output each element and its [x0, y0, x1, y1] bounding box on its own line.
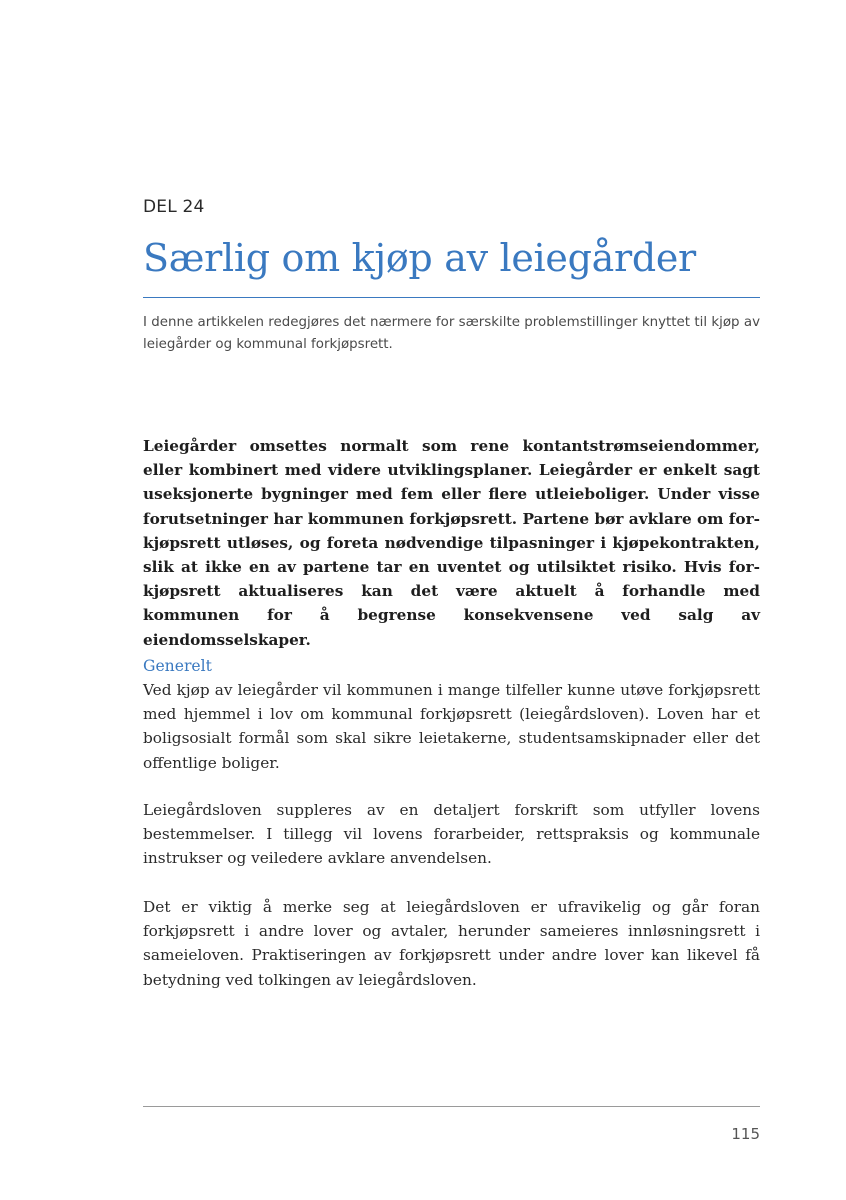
article-lead-paragraph: Leiegårder omsettes normalt som rene kontantstrømseiendommer, eller kombinert med videre utviklingsplaner. Leiegårder er enkelt sagt useksjonerte bygninger med fem eller flere utleieboliger. Under visse forutsetninger har kommunen forkjøpsrett. Partene bør avklare om forkjøpsrett utløses, og foreta nødvendige tilpasninger i kjøpekontrakten, slik at ikke en av partene tar en uventet og utilsiktet risiko. Hvis forkjøpsrett aktualiseres kan det være aktuelt å forhandle med kommunen for å begrense konsekvensene ved salg av eiendomsselskaper.: [143, 437, 760, 649]
article-intro: I denne artikkelen redegjøres det nærmere for særskilte problemstillinger knyttet til kjøp av leiegårder og kommunal forkjøpsrett.: [143, 315, 760, 352]
body-paragraph-1: Ved kjøp av leiegårder vil kommunen i mange tilfeller kunne utøve forkjøpsrett med hjemmel i lov om kommunal forkjøpsrett (leiegårdsloven). Loven har et boligsosialt formål som skal sikre leietakerne, studentsamskipnader eller det offentlige boliger.: [143, 681, 760, 772]
body-paragraph-3: Det er viktig å merke seg at leiegårdsloven er ufravikelig og går foran forkjøpsrett i andre lover og avtaler, herunder sameieres innløsningsrett i sameieloven. Praktiseringen av forkjøpsrett under andre lover kan likevel få betydning ved tolkingen av leiegårdsloven.: [143, 898, 760, 989]
part-label: DEL 24: [143, 197, 205, 217]
page-title: Særlig om kjøp av leiegårder: [143, 236, 696, 280]
body-paragraph-2: Leiegårdsloven suppleres av en detaljert forskrift som utfyller lovens bestemmelser. I tillegg vil lovens forarbeider, rettspraksis og kommunale instrukser og veiledere avklare anvendelsen.: [143, 801, 760, 868]
page-number: 115: [731, 1125, 760, 1143]
section-heading: Generelt: [143, 657, 212, 675]
footer-divider: [143, 1106, 760, 1107]
title-divider: [143, 297, 760, 298]
